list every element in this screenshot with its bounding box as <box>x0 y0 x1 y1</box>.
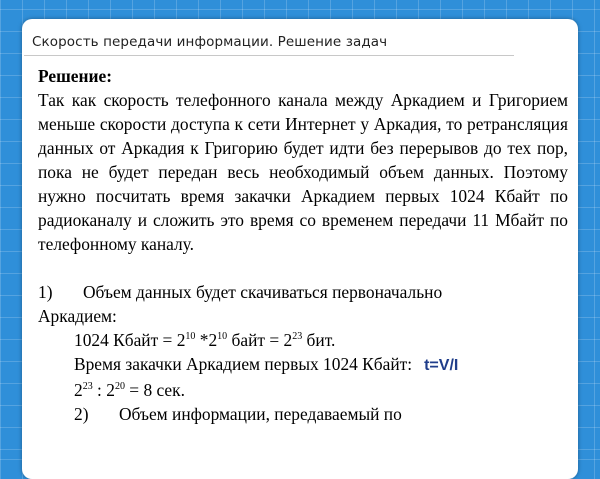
list-item-1 <box>38 280 568 304</box>
calc-part: : 2 <box>92 380 115 400</box>
exponent: 10 <box>217 331 228 342</box>
spacer <box>38 256 568 280</box>
list-item-1-text: Объем данных будет скачиваться первоначально <box>83 282 443 302</box>
time-formula: t=V/I <box>424 357 459 374</box>
download-time-label: Время закачки Аркадием первых 1024 Кбайт: <box>74 354 413 374</box>
title-divider <box>24 55 514 56</box>
download-time-line <box>38 352 568 378</box>
list-number-1: 1) <box>38 282 53 302</box>
list-item-2-text: Объем информации, передаваемый по <box>119 404 402 424</box>
calc-part: 2 <box>74 380 83 400</box>
solution-heading: Решение: <box>38 66 113 86</box>
calc-part: 1024 Кбайт = 2 <box>74 330 186 350</box>
calc-part: бит. <box>302 330 336 350</box>
exponent: 23 <box>82 381 93 392</box>
slide-body <box>38 64 568 426</box>
list-item-1-continuation: Аркадием: <box>38 306 117 326</box>
solution-paragraph: Так как скорость телефонного канала между Аркадием и Григорием меньше скорости доступа к сети Интернет у Аркадия, то ретрансляция данных от Аркадия к Григорию будет идти без перерывов до тех пор, пока не будет передан весь необходимый объем данных. Поэтому нужно посчитать время закачки Аркадием первых 1024 Кбайт по радиоканалу и сложить это время со временем передачи 11 Мбайт по телефонному каналу. <box>38 90 568 254</box>
calc-part: = 8 сек. <box>124 380 185 400</box>
exponent: 23 <box>292 331 303 342</box>
list-number-2: 2) <box>74 404 89 424</box>
size-calculation <box>38 328 568 352</box>
exponent: 10 <box>185 331 196 342</box>
list-item-2 <box>38 402 568 426</box>
calc-part: байт = 2 <box>227 330 293 350</box>
exponent: 20 <box>114 381 125 392</box>
division-calculation <box>38 378 568 402</box>
calc-part: *2 <box>195 330 218 350</box>
slide-title: Скорость передачи информации. Решение задач <box>32 34 388 50</box>
slide <box>22 19 578 479</box>
